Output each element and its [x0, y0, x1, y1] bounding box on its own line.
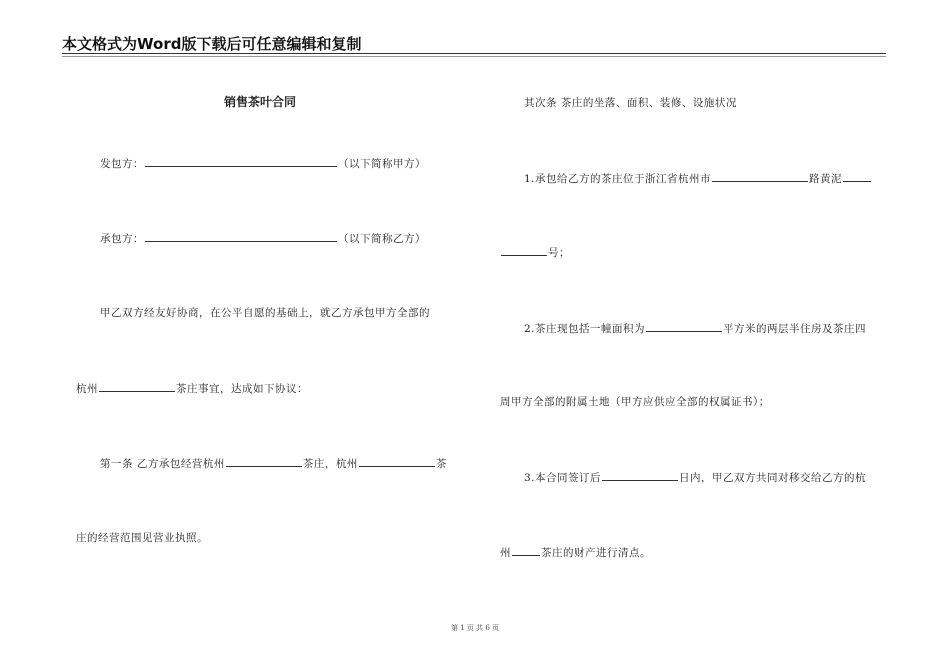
article1-mid: 茶庄，杭州 [302, 458, 358, 470]
item3-blank-name[interactable] [512, 544, 540, 556]
item2-prefix: 2.茶庄现包括一幢面积为 [524, 323, 646, 335]
article1-line2: 庄的经营范围见营业执照。 [76, 532, 208, 544]
article1-blank1[interactable] [226, 455, 302, 467]
article1-end: 茶 [435, 458, 447, 470]
item1-blank-road[interactable] [843, 170, 871, 182]
item2-blank-area[interactable] [646, 320, 722, 332]
item1-line1 [524, 170, 872, 186]
page-indicator: 第 1 页 共 6 页 [450, 624, 500, 632]
item2-line2: 周甲方全部的附属土地（甲方应供应全部的权属证书）； [500, 396, 770, 408]
item3-suffix: 日内，甲乙双方共同对移交给乙方的杭 [679, 472, 867, 484]
item3-line1 [524, 469, 866, 485]
para1-line2 [76, 380, 308, 396]
party-a-suffix: （以下简称甲方） [338, 158, 426, 170]
party-b-suffix: （以下简称乙方） [338, 233, 426, 245]
para1-prefix: 杭州 [76, 383, 98, 395]
document-title: 销售茶叶合同 [223, 95, 296, 109]
item3-prefix: 3.本合同签订后 [524, 472, 602, 484]
para1-blank[interactable] [99, 380, 175, 392]
party-b-label: 承包方： [100, 233, 144, 245]
item3-line2-suffix: 茶庄的财产进行清点。 [541, 547, 651, 559]
para1-suffix: 茶庄事宜，达成如下协议： [176, 383, 308, 395]
item1-blank-number[interactable] [501, 244, 547, 256]
item1-line2-suffix: 号； [548, 247, 570, 259]
header-rule-thin [62, 56, 886, 57]
header-rule [62, 53, 886, 54]
item2-suffix: 平方米的两层半住房及茶庄四 [723, 323, 867, 335]
party-a-label: 发包方： [100, 158, 144, 170]
item1-prefix: 1.承包给乙方的茶庄位于浙江省杭州市 [524, 173, 712, 185]
article1-line1 [100, 455, 447, 471]
article1-blank2[interactable] [359, 455, 435, 467]
item1-blank-city[interactable] [712, 170, 808, 182]
party-b-line [100, 230, 426, 246]
item3-line2 [500, 544, 651, 560]
item3-line2-prefix: 州 [500, 547, 511, 559]
party-a-blank[interactable] [145, 155, 337, 167]
item1-line2 [500, 244, 570, 260]
party-a-line [100, 155, 426, 171]
party-b-blank[interactable] [145, 230, 337, 242]
article1-prefix: 第一条 乙方承包经营杭州 [100, 458, 225, 470]
item1-mid: 路黄泥 [809, 173, 843, 185]
download-banner: 本文格式为Word版下载后可任意编辑和复制 [62, 35, 362, 53]
item2-line1 [524, 320, 866, 336]
article2-heading: 其次条 茶庄的坐落、面积、装修、设施状况 [524, 97, 737, 109]
item3-blank-days[interactable] [602, 469, 678, 481]
para1-line1: 甲乙双方经友好协商，在公平自愿的基础上，就乙方承包甲方全部的 [100, 307, 430, 319]
